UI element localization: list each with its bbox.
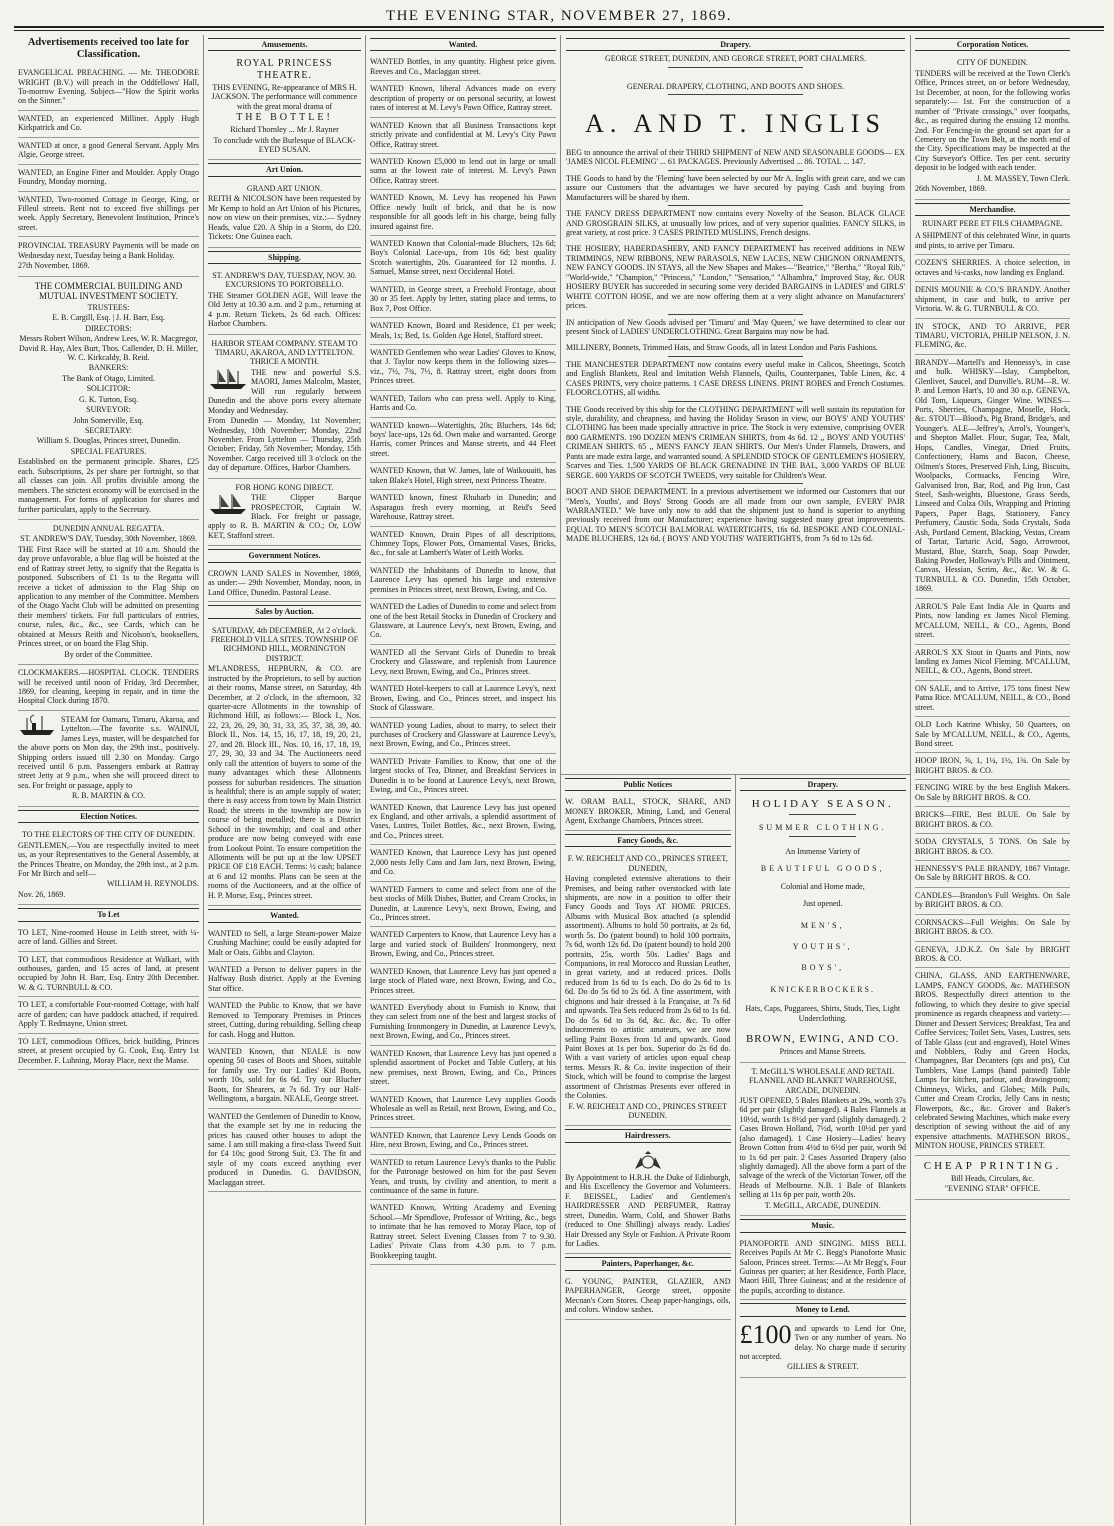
wanted-ad: WANTED known, finest Rhubarb in Dunedin; and Asparagus fresh every morning, at Reid's Seed Warehouse, Rattray street.: [370, 490, 556, 526]
wanted-ad: WANTED the Ladies of Dunedin to come and select from one of the best Retail Stocks in Dunedin of Crockery and Glassware, at Laurence Levy's, next Brown, Ewing, and Co.: [370, 599, 556, 645]
reichelt-signoff: F. W. REICHELT AND CO., PRINCES STREET DUNEDIN.: [568, 1101, 727, 1120]
wanted-ad: WANTED known—Watertights, 20s; Bluchers, 14s 6d; boys' lace-ups, 12s 6d. Own make and warranted. George Harris, corner Princes and Manse streets, and 44 Fleet street.: [370, 418, 556, 464]
ad-princess-theatre: [208, 54, 361, 160]
beautiful-goods: BEAUTIFUL GOODS,: [760, 864, 885, 874]
ad-to-let-house: TO LET, Nine-roomed House in Leith street, with ¼-acre of land. Gillies and Street.: [18, 925, 199, 952]
inglis-address: GEORGE STREET, DUNEDIN, AND GEORGE STREET, PORT CHALMERS.: [604, 54, 867, 64]
inglis-firm-name: A. AND T. INGLIS: [585, 109, 886, 139]
divider: [668, 240, 804, 241]
bankers-heading: BANKERS:: [88, 363, 129, 373]
merchandise-ad: ON SALE, and to Arrive, 175 tons finest New Patna Rice. M'CALLUM, NEILL, & CO., Bond street.: [915, 681, 1070, 717]
amusements-heading: Amusements.: [208, 38, 361, 51]
election-date: Nov. 26, 1869.: [18, 889, 66, 899]
ad-maori: [208, 335, 361, 479]
election-title: TO THE ELECTORS OF THE CITY OF DUNEDIN.: [22, 830, 195, 840]
royal-arms-icon: [631, 1151, 665, 1171]
public-notices-heading: Public Notices: [565, 778, 731, 791]
merchandise-ad: SODA CRYSTALS, 5 TONS. On Sale by BRIGHT BROS. & CO.: [915, 834, 1070, 861]
wanted-ad: WANTED Private Families to Know, that one of the largest stocks of Tea, Dinner, and Breakfast Services in Dunedin is to be found at Laurence Levy's, next Brown, Ewing, and Co., Princes street.: [370, 754, 556, 800]
wanted-ad: WANTED Known, that Laurence Levy supplies Goods Wholesale as well as Retail, next Brown, Ewing, and Co., Princes street.: [370, 1092, 556, 1128]
wanted-ad: WANTED Known, that Laurence Levy has just opened a splendid assortment of Pocket and Table Cutlery, at his new premises, next Brown, Ewing, and Co., Princes street.: [370, 1046, 556, 1092]
drapery-heading: Drapery.: [566, 38, 905, 51]
theatre-body: THIS EVENING, Re-appearance of MRS H. JACKSON. The performance will commence with the great moral drama of: [211, 83, 358, 111]
holiday-title: HOLIDAY SEASON.: [751, 798, 894, 811]
hairdressers-heading: Hairdressers.: [565, 1129, 731, 1142]
ad-building-society: [18, 277, 199, 520]
wanted-ad: WANTED Known, that Laurence Levy has just opened ex England, and other arrivals, a splendid assortment of Vases, Lustres, Toilet Bottles, &c., next Brown, Ewing, and Co., Princes street.: [370, 800, 556, 846]
directors-heading: DIRECTORS:: [85, 323, 132, 333]
merchandise-list: [915, 228, 1070, 1155]
inglis-fancy-dress: THE FANCY DRESS DEPARTMENT now contains every Novelty of the Season. BLACK GLACE AND GROSGRAIN SILKS, at unusually low prices, and of very superior qualities. FANCY SILKS, in great variety, at cost price. 3 CASES PRINTED MUSLINS, French designs.: [566, 209, 905, 238]
art-union-body: REITH & NICOLSON have been requested by Mr Kemp to hold an Art Union of his Pictures, now on view on their premises, viz.:— Sydney Heads, value £20. A Ship in a Storm, do £20. Tickets: One Guinea each.: [208, 194, 361, 242]
wanted-ad: WANTED Everybody about to Furnish to Know, that they can select from one of the best and largest stocks of Furnishing Ironmongery in Dunedin, at Laurence Levy's, next Brown, Ewing, and Co., Princes street.: [370, 1000, 556, 1046]
ad-preaching: EVANGELICAL PREACHING. — Mr. THEODORE WRIGHT (B.V.) will preach in the Oddfellows' Hall, To-morrow Evening. Subject—"How the Spirit works on the Sinner.": [18, 65, 199, 111]
wanted-ad: WANTED, in George street, a Freehold Frontage, about 30 or 35 feet. Apply by letter, stating place and terms, to Box 7, Post Office.: [370, 282, 556, 318]
ad-young-painter: G. YOUNG, PAINTER, GLAZIER, AND PAPERHANGER, George street, opposite Mecnan's Corn Stores. Cheap paper-hangings, oils, and colors. Window sashes.: [565, 1274, 731, 1320]
surveyor: John Somerville, Esq.: [73, 415, 144, 425]
inglis-goods: THE Goods to hand by the 'Fleming' have been selected by our Mr A. Inglis with great care, and we can assure our Customers that the advantages we have secured by paying Cash and buying from Manufacturers will be shared by them.: [566, 173, 905, 202]
clipper-ship-icon: [208, 493, 248, 515]
brown-ewing-address: Princes and Manse Streets.: [779, 1047, 866, 1057]
merchandise-ad: DENIS MOUNIE & CO.'S BRANDY. Another shipment, in case and bulk, to arrive per Victoria. W. & G. TURNBULL & CO.: [915, 282, 1070, 318]
colonial-made: Colonial and Home made,: [780, 881, 865, 891]
wanted-ad: WANTED Known, Board and Residence, £1 per week; Meals, 1s; Bed, 1s. Golden Age Hotel, Stafford street.: [370, 318, 556, 345]
wanted-ad: WANTED the Inhabitants of Dunedin to know, that Laurence Levy has opened his large and extensive premises in Princes street, next Brown, Ewing, and Co.: [370, 563, 556, 599]
auction-body: M'LANDRESS, HEPBURN, & CO. are instructed by the Proprietors, to sell by auction at their rooms, Manse street, on Saturday, 4th December, at 2 o'clock, in the afternoon, 32 quarter-acre Allotments in the township of Richmond Hill, as follows:— Block I., Nos. 22, 23, 26, 29, 30, 31, 33, 35, 37, 38, 39, 40. Block II., Nos. 14, 15, 16, 17, 18, 19, 20, 21, 27, and 28. Block III., Nos. 10, 16, 17, 18, 19, 27, 29, 30, 33 and 34. The Auctioneers need only call the attention of buyers to some of the many advantages which these Allotments possess for suburban residences. The situation is healthful; there is an ample supply of water; there is easy access from town by Main District Road; the streets in the township are now in course of being metalled; there is a District School in the township; and coal and other produce are now being conveyed with ease from Lookout Point. To ensure competition the Allotments will be put up at the low UPSET PRICE OF £18 EACH. Terms: ½ cash; balance at 6 and 12 months. Plans can be seen at the rooms of the Auctioneers, and at the office of H. P. Morse, Esq., Princes street.: [208, 664, 361, 900]
column-4: [561, 775, 736, 1525]
merchandise-ad: OLD Loch Katrine Whisky, 50 Quarters, on Sale by M'CALLUM, NEILL, & CO., Agents, Bond street.: [915, 717, 1070, 753]
ad-cottage: WANTED, Two-roomed Cottage in George, King, or Filleul streets. Rent not to exceed five shillings per week. Apply Secretary, Benevolent Institution, Prince's street.: [18, 192, 199, 238]
ad-hospital-clock: CLOCKMAKERS.—HOSPITAL CLOCK. TENDERS will be received until noon of Friday, 3rd December, 1869, for cleaning, keeping in repair, and in time the Hospital Clock during 1870.: [18, 665, 199, 711]
mcgill-signoff: T. McGILL, ARCADE, DUNEDIN.: [764, 1200, 881, 1210]
regatta-title: DUNEDIN ANNUAL REGATTA.: [52, 523, 165, 533]
theatre-title: ROYAL PRINCESS THEATRE.: [236, 58, 333, 82]
auction-title: SATURDAY, 4th DECEMBER, At 2 o'clock. FREEHOLD VILLA SITES. TOWNSHIP OF RICHMOND HILL, MORNINGTON DISTRICT.: [210, 625, 359, 663]
auction-heading: Sales by Auction.: [208, 605, 361, 618]
inglis-boots: BOOT AND SHOE DEPARTMENT. In a previous advertisement we informed our Customers that our "Men's, Youths', and Boys' Strong Goods are all made from our own sample, EVERY PAIR WARRANTED." We have only now to add that the shipment just to hand is superior to anything previously received from our Manufacturer; experience having suggested many great improvements. EQUAL TO MEN'S SCOTCH BALMORAL WATERTIGHTS, 16s 6d. BESPOKE AND COLONIAL-MADE BLUCHERS, 12s 6d. ( BOYS' AND YOUTHS' WATERTIGHTS, from 7s 6d to 12s 6d.: [566, 487, 905, 544]
theatre-play: THE BOTTLE!: [236, 112, 333, 124]
column-1: [14, 35, 204, 1525]
ad-miss-bell: PIANOFORTE AND SINGING. MISS BELL Receives Pupils At Mr C. Begg's Pianoforte Music Saloon, Princes street. Terms:—At Mr Begg's, Four Guineas per quarter; at her Residence, Forth Place, Maori Hill, Three Guineas; and at the residence of the pupils, according to distance.: [740, 1236, 907, 1301]
divider: [668, 170, 804, 171]
divider: [668, 205, 804, 206]
golden-age-title: ST. ANDREW'S DAY, TUESDAY, NOV. 30. EXCURSIONS TO PORTOBELLO.: [212, 270, 357, 290]
merchandise-ad: IN STOCK, AND TO ARRIVE, PER TIMARU, VICTORIA, PHILIP NELSON, J. N. FLEMING, &c.: [915, 319, 1070, 355]
merchandise-ad: BRANDY—Martell's and Hennessy's, in case and bulk. WHISKY—Islay, Campbelton, Glenlivet, Saucel, and Dunville's. RUM—R. W. P. and Lemon Hart's, 10 and 30 o.p. GENEVA, Old Tom, Liqueurs, Ginger Wine. WINES—Ports, Sherries, Champagne, Moselle, Hock, &c. STOUT—Blood's, Pig Brand, Bridge's, and Younger's. ALE—Jeffrey's, Arrol's, Younger's, and Shepton Mallet. Flour, Sugar, Tea, Malt, Hops, Candles, Vinegar, Dried Fruits, Confectionery, Hams and Bacon, Cheese, Oilmen's Stores, Preserved Fish, Ling, Biscuits, Woolpacks, Cornsacks, Fencing Wire, Galvanised Iron, Bar, Rod, and Pig Iron, Cast Steel, Sash-weights, Bluestone, Grass Seeds, Linseed and Colza Oils, Wrapping and Printing Papers, Paper Bags, Stationery, Fancy Perfumery, Caustic Soda, Soda Crystals, Soda Ash, Portland Cement, Blacking, Vestas, Cream of Tartar, Tartaric Acid, Sago, Arrowroot, Mustard, Blue, Starch, Soap, Soap Powder, Baking Powder, Holloway's Pills and Ointment, Canvas, Hessian, Scrim, &c., &c. W. & G. TURNBULL & CO. Dunedin, 15th October, 1869.: [915, 355, 1070, 599]
merchandise-ad: HOOP IRON, ⅝, 1, 1¼, 1½, 1¾. On Sale by BRIGHT BROS. & CO.: [915, 753, 1070, 780]
mcgill-title: T. McGILL'S WHOLESALE AND RETAIL FLANNEL AND BLANKET WAREHOUSE, ARCADE, DUNEDIN.: [749, 1066, 897, 1095]
ad-to-let-cottage: TO LET, a comfortable Four-roomed Cottage, with half acre of garden; can have paddock attached, if required. Apply T. Redmayne, Union street.: [18, 997, 199, 1033]
masthead: THE EVENING STAR, NOVEMBER 27, 1869.: [14, 4, 1104, 28]
merchandise-ad: COZEN'S SHERRIES. A choice selection, in octaves and ¼-casks, now landing ex England.: [915, 255, 1070, 282]
printing-office: "EVENING STAR" OFFICE.: [944, 1184, 1041, 1194]
theatre-cast: Richard Thornley ... Mr J. Rayner: [230, 125, 339, 135]
ad-mcgill: [740, 1063, 907, 1217]
music-heading: Music.: [740, 1219, 907, 1232]
merchandise-ad: FENCING WIRE by the best English Makers. On Sale by BRIGHT BROS. & CO.: [915, 780, 1070, 807]
column-3: [366, 35, 561, 1525]
trustees-heading: TRUSTEES:: [87, 302, 130, 312]
ad-inglis-drapery: [561, 35, 910, 775]
election-signature: WILLIAM H. REYNOLDS.: [107, 879, 199, 889]
secretary-heading: SECRETARY:: [84, 426, 133, 436]
directors: Messrs Robert Wilson, Andrew Lees, W. R. Macgregor, David R. Hay, Alex Burt, Thos. Callender, D. H. Miller, W. C. Kirkcaldy, B. Reid.: [19, 334, 198, 362]
wanted-ad: WANTED Farmers to come and select from one of the best stocks of Milk Dishes, Butter, and Cream Crocks, in Dunedin, at Laurence Levy's, next Brown, Ewing, and Co., Princes street.: [370, 882, 556, 928]
wanted-ad: WANTED Known, that Laurence Levy has just opened 2,000 nests Jelly Cans and Jam Jars, next Brown, Ewing, and Co.: [370, 845, 556, 881]
wanted-heading-3: Wanted.: [370, 38, 556, 51]
wanted-list: [370, 54, 556, 1265]
steamer-agent: R. B. MARTIN & CO.: [71, 791, 146, 801]
wanted-heading-2: Wanted.: [208, 909, 361, 922]
steamship-icon: [18, 714, 58, 736]
merchandise-ad: GENEVA, J.D.K.Z. On Sale by BRIGHT BROS. & CO.: [915, 942, 1070, 969]
wanted-ad: WANTED Known, liberal Advances made on every description of property or on personal security, at lowest rates of interest at M. Levy's Pawn Office, Rattray street.: [370, 81, 556, 117]
hong-kong-title: FOR HONG KONG DIRECT.: [235, 482, 334, 492]
money-body: and upwards to Lend for One, Two or any number of years. No delay. No charge made if security not accepted.: [739, 1323, 906, 1361]
divider: [789, 836, 856, 837]
divider: [668, 356, 804, 357]
ad-to-let-offices: TO LET, commodious Offices, brick building, Princes street, at present occupied by G. Cook, Esq. Entry 1st December. F. Luhning, Moray Place, next the Manse.: [18, 1034, 199, 1070]
column-6: [911, 35, 1074, 1525]
ad-art-union: [208, 180, 361, 248]
inglis-underclothing: IN anticipation of New Goods advised per 'Timaru' and 'May Queen,' we have determined to clear our present Stock of LADIES' UNDERCLOTHING. Great Bargains may now be had.: [566, 317, 905, 336]
wanted-ad: WANTED Hotel-keepers to call at Laurence Levy's, next Brown, Ewing, and Co., Princes street, and inspect his Stock of Glassware.: [370, 681, 556, 717]
ad-oram-ball: W. ORAM BALL, STOCK, SHARE, AND MONEY BROKER, Mining, Land, and General Agent, Exchange Chambers, Princes street.: [565, 794, 731, 830]
wanted-ad: WANTED to return Laurence Levy's thanks to the Public for the Patronage bestowed on him for the past Seven Years, and trusts, by civility and attention, to merit a continuance of the same in future.: [370, 1155, 556, 1201]
merchandise-heading: Merchandise.: [915, 203, 1070, 216]
shipping-heading: Shipping.: [208, 251, 361, 264]
merchandise-ad: CORNSACKS—Full Weights. On Sale by BRIGHT BROS. & CO.: [915, 915, 1070, 942]
society-title: THE COMMERCIAL BUILDING AND MUTUAL INVESTMENT SOCIETY.: [34, 280, 183, 302]
wanted-ad: WANTED, Tailors who can press well. Apply to King, Harris and Co.: [370, 391, 556, 418]
merchandise-ad: ARROL'S Pale East India Ale in Quarts and Pints, now landing ex James Nicol Fleming. M'CALLUM, NEILL, & CO., Agents, Bond street.: [915, 599, 1070, 645]
ad-engine-fitter: WANTED, an Engine Fitter and Moulder. Apply Otago Foundry, Monday morning.: [18, 165, 199, 192]
money-amount: £100: [739, 1319, 792, 1349]
tender-date: 26th November, 1869.: [915, 184, 987, 194]
printing-sub: Bill Heads, Circulars, &c.: [950, 1173, 1035, 1183]
town-clerk: J. M. MASSEY, Town Clerk.: [976, 173, 1070, 183]
city-title: CITY OF DUNEDIN.: [956, 58, 1029, 68]
golden-age-body: THE Steamer GOLDEN AGE, Will leave the Old Jetty at 10.30 a.m. and 2 p.m., returning at 4 p.m. Return Tickets, 2s 6d each. Offices: Harbor Chambers.: [208, 290, 361, 329]
ad-beissel: [565, 1146, 731, 1255]
wanted-ad: WANTED Known that Colonial-made Bluchers, 12s 6d; Boy's Colonial Lace-ups, from 10s 6d; best quality Scotch watertights, 20s. Guaranteed for 12 months. J. Samuel, Manse street, next Occidental Hotel.: [370, 236, 556, 282]
ad-city-tenders: [915, 54, 1070, 199]
inglis-clothing: THE Goods received by this ship for the CLOTHING DEPARTMENT will well sustain its reputation for style, durability, and cheapness, and having the Holiday Season in view, our BOYS' AND YOUTHS' CLOTHING has been made specially attractive in price. The Stock is very extensive, comprising OVER 800 GARMENTS. 190 DOZEN MEN'S CRIMEAN SHIRTS, from 4s 6d. 12 ,, BOYS' AND YOUTHS' CRIMEAN SHIRTS. 65 ,, MEN'S FANCY JEAN SHIRTS. Our Men's Under Flannels, Drawers, and Pants are made extra large, and warranted sound. A SPLENDID STOCK OF GENTLEMEN'S HOSIERY, Scarves and Ties. 1,500 YARDS OF BLACK GRENADINE IN THE BAL, 3,000 YARDS OF BLUE SERGE. 600 YARDS OF SCOTCH TWEEDS, very suitable for Children's Wear.: [566, 404, 905, 480]
secretary: William S. Douglas, Princes street, Dunedin.: [36, 436, 181, 446]
merchandise-ad: A SHIPMENT of this celebrated Wine, in quarts and pints, to arrive per Timaru.: [915, 228, 1070, 255]
ad-hong-kong: [208, 479, 361, 547]
ad-money-to-lend: [740, 1320, 907, 1378]
columns: [14, 35, 1104, 1525]
ad-reichelt: [565, 850, 731, 1126]
column-5: [736, 775, 911, 1525]
merchandise-ad: BRICKS—FIRE, Best BLUE. On Sale by BRIGHT BROS. & CO.: [915, 807, 1070, 834]
corporation-heading: Corporation Notices.: [915, 38, 1070, 51]
hats-caps: Hats, Caps, Puggarees, Shirts, Studs, Ties, Light Underclothing.: [745, 1004, 901, 1023]
ad-to-let-residence: TO LET, that commodious Residence at Walkari, with outhouses, garden, and 15 acres of land, at present occupied by John H. Barr, Esq. Entry 20th December. W. & G. TURNBULL & CO.: [18, 952, 199, 998]
trustees: E. B. Cargill, Esq. | J. H. Barr, Esq.: [52, 313, 165, 323]
lower-columns: [561, 775, 910, 1525]
merchandise-ad: CHINA, GLASS, AND EARTHENWARE, LAMPS, FANCY GOODS, &c. MATHESON BROS. Respectfully direct attention to the following, to which they desire to give special prominence as regards cheapness and variety:— Dinner and Dessert Services; Breakfast, Tea and Coffee Services; Toilet Sets, Vases, Lustres, sets of Table Glass (cut and engraved), Hotel Wines and Nobblers, Ruby and Green Hocks, Champagnes, Bar Decanters (qts and pts), Cut Tumblers, Vase Lamps (hand painted) Table Lamps for kitchen, parlour, and drawingroom; Chimneys, Wicks, and Globes; Milk Pails, Cutter and Cream Crocks, Jelly Cans in nests; Flowerpots, &c., &c. Grover and Baker's celebrated Sewing Machines, which make every description of sewing without the aid of any expensive attachments. MATHESON BROS., MINTON HOUSE, PRINCES STREET.: [915, 968, 1070, 1155]
inglis-hosiery: THE HOSIERY, HABERDASHERY, AND FANCY DEPARTMENT has received additions in NEW TRIMMINGS, NEW RIBBONS, NEW PARASOLS, NEW LACES, NEW CHIGNON ORNAMENTS, NEW FANCY GOODS. IN STAYS, all the New Shapes and Makes—"Beatrice," "Bertha," "Royal Rib," "World-wide," "Champion," "Princess," "London," "Sensation," "Alhambra," Improved Stay, &c. OUR HOSIERY BUYER has succeeded in securing some very decided BARGAINS in LADIES' and GIRLS' WHITE COTTON HOSE, and we are now offering them at a very slight advance on Manufacturers' prices.: [566, 244, 905, 311]
mens: MEN'S,: [800, 920, 845, 930]
late-ads-title: Advertisements received too late for Classification.: [27, 37, 190, 61]
sailing-ship-icon: [208, 368, 248, 390]
merchandise-ad: HENNESSY'S PALE BRANDY, 1867 Vintage. On Sale by BRIGHT BROS. & CO.: [915, 861, 1070, 888]
ad-brown-ewing: [740, 794, 907, 1062]
wanted-ad: WANTED Known £5,000 to lend out in large or small sums at the lowest rate of interest. M. Levy's Pawn Office, Rattray street.: [370, 154, 556, 190]
printing-title: CHEAP PRINTING.: [923, 1159, 1062, 1172]
wanted-ad: WANTED Bottles, in any quantity. Highest price given. Reeves and Co., Maclaggan street.: [370, 54, 556, 81]
government-heading: Government Notices.: [208, 549, 361, 562]
treasury-text: PROVINCIAL TREASURY Payments will be made on Wednesday next, Tuesday being a Bank Holiday.: [18, 241, 199, 260]
ruinart-title: RUINART PERE ET FILS CHAMPAGNE.: [922, 219, 1063, 228]
wanted-ad: WANTED all the Servant Girls of Dunedin to break Crockery and Glassware, and replenish from Laurence Levy, next Brown, Ewing, and Co., Princes street.: [370, 645, 556, 681]
maori-schedule: From Dunedin — Monday, 1st November; Wednesday, 10th November; Monday, 22nd November. From Lyttelton — Thursday, 25th October; Friday, 5th November; Monday, 15th November. Cargo received till 3 o'clock on the day of departure. Offices, Harbor Chambers.: [208, 416, 361, 473]
wanted-ad: WANTED Carpenters to Know, that Laurence Levy has a large and varied stock of Builders' Ironmongery, next Brown, Ewing, and Co., Princes street.: [370, 927, 556, 963]
divider: [668, 339, 804, 340]
regatta-date: ST. ANDREW'S DAY, Tuesday, 30th November, 1869.: [20, 534, 197, 544]
ad-treasury: [18, 237, 199, 276]
to-let-heading: To Let: [18, 908, 199, 921]
wanted-ad: WANTED Known, Drain Pipes of all descriptions, Chimney Tops, Flower Pots, Ornamental Vases, Bricks, &c., for sale at Lambert's Water of Leith Works.: [370, 527, 556, 563]
painters-heading: Painters, Paperhanger, &c.: [565, 1257, 731, 1270]
tender-body: TENDERS will be received at the Town Clerk's Office, Princes street, on or before Wednesday, 1st December, at noon, for the following works separately:— 1st. For the construction of a number of "Private crossings," over footpaths, &c., as required during the ensuing 12 months. 2nd. For Fencing-in the ground set apart for a Cemetery on the Town Belt, at the north end of the City. Specifications may be inspected at the City Surveyor's Office. Ten per cent. security deposit to be lodged with each tender.: [915, 68, 1070, 173]
ad-richmond-hill: [208, 622, 361, 907]
bankers: The Bank of Otago, Limited.: [62, 373, 155, 383]
inglis-manchester: THE MANCHESTER DEPARTMENT now contains every useful make in Calicos, Sheetings, Scotch and English Blankets, Real and Imitation Welsh Flannels, Quilts, Counterpanes, Table Linen, &c. 4 CASES PRINTS, very choice patterns. 1 CASE DRESS LINENS. PRINT ROBES and French Costumes. FLOORCLOTHS, all widths.: [566, 359, 905, 398]
fancy-goods-heading: Fancy Goods, &c.: [565, 834, 731, 847]
art-union-heading: Art Union.: [208, 163, 361, 176]
election-heading: Election Notices.: [18, 810, 199, 823]
wanted-ad: WANTED Known that all Business Transactions kept strictly private and confidential at M. Levy's City Pawn Office, Rattray street.: [370, 118, 556, 154]
wanted-ad: WANTED Known, that W. James, late of Waikouaiti, has taken Blake's Hotel, High street, next Princess Theatre.: [370, 463, 556, 490]
maori-title: HARBOR STEAM COMPANY. STEAM TO TIMARU, AKAROA, AND LYTTELTON. THRICE A MONTH.: [211, 338, 358, 367]
steamer-body: STEAM for Oamaru, Timaru, Akaroa, and Lyttelton.—The favorite s.s. WAINUI, James Leys, master, will be despatched for the above ports on Mon day, the 29th inst., positively. Shipping orders issued till 2.30 on Monday. Cargo received until 6 p.m. Passengers embark at Rattray street Jetty at 9 p.m., when she will proceed direct to sea. For freight or passage, apply to: [18, 714, 199, 790]
ad-milliner: WANTED, an experienced Milliner. Apply Hugh Kirkpatrick and Co.: [18, 111, 199, 138]
solicitor-heading: SOLICITOR:: [86, 384, 131, 394]
maori-body: THE new and powerful S.S. MAORI, James Malcolm, Master, Will run regularly between Dunedin and the above ports every alternate Monday and Wednesday.: [208, 367, 361, 415]
ad-servant: WANTED at once, a good General Servant. Apply Mrs Algie, George street.: [18, 138, 199, 165]
divider: [668, 401, 804, 402]
boys: BOYS',: [801, 963, 845, 973]
solicitor: G. K. Turton, Esq.: [79, 394, 138, 404]
ad-crown-land: CROWN LAND SALES in November, 1869, as under:— 29th November, Monday, noon, in Land Office, Dunedin. Pastoral Lease.: [208, 566, 361, 602]
column-2: [204, 35, 366, 1525]
wanted-ad: WANTED Known, M. Levy has reopened his Pawn Office newly built of brick, and that he is now responsible for all goods left in his charge, being fully insured against fire.: [370, 190, 556, 236]
divider: [668, 94, 804, 95]
ad-neale-boots: WANTED Known, that NEALE is now opening 50 cases of Boots and Shoes, suitable for family use. Try our Ladies' Kid Boots, worth 10s, sold for 6s 6d. Try our Blucher Boots, for Shearers, at 7s 6d. Try our Half-Wellingtons, a bargain. NEALE, George street.: [208, 1044, 361, 1109]
inglis-subtitle: GENERAL DRAPERY, CLOTHING, AND BOOTS AND SHOES.: [626, 81, 845, 91]
immense-variety: An Immense Variety of: [785, 846, 861, 856]
mcgill-body: JUST OPENED, 5 Bales Blankets at 29s, worth 37s 6d per pair (slightly damaged). 4 Bales Flannels at 10½d, worth 1s 8½d per yard (slightly damaged). 2 Cases Brown Holland, 7½d, worth 10½d per yard (also damaged). 1 Case Hosiery—Ladies' heavy Brown Cotton from 4½d to 6½d per pair, worth 9d to 1s 6d per pair. 2 Cases Assorted Drapery (also slightly damaged). All the above form a part of the salvage of the wreck of the Victorian Tower, off the Heads of Melbourne. N.B. 1 Bale of Blankets selling at 11s 6p per pair, worth 20s.: [739, 1095, 906, 1200]
ad-hogg-hutton: WANTED the Public to Know, that we have Removed to Temporary Premises in Princes street, Cutting, during rebuilding. Selling cheap for cash. Hogg and Hutton.: [208, 998, 361, 1044]
theatre-burlesque: To conclude with the Burlesque of BLACK-EYED SUSAN.: [213, 135, 356, 155]
money-signoff: GILLIES & STREET.: [787, 1362, 859, 1372]
ad-cheap-printing: [915, 1156, 1070, 1200]
wanted-ad: WANTED Known, that Laurence Levy Lends Goods on Hire, next Brown, Ewing, and Co., Princes street.: [370, 1128, 556, 1155]
ad-davidson: WANTED the Gentlemen of Dunedin to Know, that the example set by me in reducing the prices has caused other houses to adopt the same. I am still making a first-class Tweed Suit for £4 10s; good Strong Suit, £3. The fit and style of my coats exceed anything ever produced in Dunedin. G. DAVIDSON, Maclaggan street.: [208, 1109, 361, 1193]
column-4-5: [561, 35, 911, 1525]
summer-clothing: SUMMER CLOTHING.: [758, 823, 887, 833]
divider: [668, 483, 804, 484]
wanted-ad: WANTED Known, Writing Academy and Evening School.—Mr Spendlove, Professor of Writing, &c., begs to intimate that he has removed to Moray Place, top of Rattray street. Select Evening Classes from 7 to 9.30. Ladies' Private Class from 4.30 p.m. to 7 p.m. Bookkeeping taught.: [370, 1200, 556, 1265]
hong-kong-body: THE Clipper Barque PROSPECTOR, Captain W. Black. For freight or passage, apply to R. B. MARTIN & CO.; Or, LOW KET, Stafford street.: [208, 493, 361, 540]
reichelt-body: Having completed extensive alterations to their Premises, and being rather overstocked with late shipments, are now in a position to offer their Fancy Goods and Toys AT HOME PRICES. Albums with Musical Box attached (a splendid assortment). Albums to hold 50 portraits, at 2s 6d, worth 5s. Do (patent bound) to hold 100 portraits, 7s 6d, worth 12s 6d. Do (patent bound) to hold 200 portraits, 25s, worth 50s. Ladies' Bags and Companions, in real Morocco and Russian Leather, in great variety, and at reduced prices. Dolls reduced from 1s 6d to 1s each. Do do 2s 6d to 1s 6d. Do do 5s 6d to 2s 6d. A fine assortment, with chignons and hair dressed à la Française, at 7s 6d and upwards. Tea Sets reduced from 2s 6d to 1s 6d. Do do 5s 6d to 3s 6d, &c. &c. &c. To offer inducements to artistic amateurs, we are now selling Paint Boxes from 1d and upwards. Good Paint Boxes at 1s per box. Superior do 2s 6d do. With a vast variety of articles upon equal cheap terms. Messrs R. & Co. invite inspection of their Stock, which will be found to comprise the largest assortment of Christmas Presents ever offered in the Colonies.: [565, 874, 731, 1101]
treasury-date: 27th November, 1869.: [18, 261, 90, 271]
ad-golden-age: [208, 267, 361, 335]
ad-maize-crusher: WANTED to Sell, a large Steam-power Maize Crushing Machine; could be easily adapted for Malt or Oats. Gibbs and Clayton.: [208, 926, 361, 962]
wanted-ad: WANTED Gentlemen who wear Ladies' Gloves to Know, that J. Taylor now keeps them in the following sizes—viz., 7½, 7¾, 7½, 8. Rattray street, eight doors from Princes street.: [370, 345, 556, 391]
special-heading: SPECIAL FEATURES.: [70, 446, 147, 456]
surveyor-heading: SURVEYOR:: [86, 405, 131, 415]
ad-paper-delivery: WANTED a Person to deliver papers in the Halfway Bush district. Apply at the Evening Star office.: [208, 962, 361, 998]
wanted-ad: WANTED Known, that Laurence Levy has just opened a large stock of Plated ware, next Brown, Ewing, and Co., Princes street.: [370, 964, 556, 1000]
merchandise-ad: ARROL'S XX Stout in Quarts and Pints, now landing ex James Nicol Fleming. M'CALLUM, NEILL, & CO., Agents, Bond street.: [915, 645, 1070, 681]
regatta-body: THE First Race will be started at 10 a.m. Should the day prove unfavorable, a blue flag will be hoisted at the end of Rattray street Jetty, to signify that the Regatta is postponed. Subscribers of £1 1s to the Regatta will receive a ticket of admission to the Flag Ship on application to any member of the Committee. Members of the Otago Yacht Club will be admitted on presenting their members' tickets. For full particulars of entries, course, rules, &c., &c., see Cards, which can be obtained at Messrs Reith and Nicolson's, booksellers, Princes street, or on board the Flag Ship.: [18, 544, 199, 649]
reichelt-title: F. W. REICHELT AND CO., PRINCES STREET, DUNEDIN,: [567, 854, 728, 873]
ad-regatta: [18, 520, 199, 665]
divider: [789, 814, 856, 815]
art-union-title: GRAND ART UNION.: [246, 183, 323, 193]
drapery-heading-2: Drapery.: [740, 778, 907, 791]
special-features: Established on the permanent principle. Shares, £25 each. Subscriptions, 2s per share per fortnight, so that all classes can join. All profits divisible among the members. The strictest economy will be exercised in the management. For forms of application for shares and further particulars, apply to the Secretary.: [18, 457, 199, 514]
knickerbockers: KNICKERBOCKERS.: [770, 984, 875, 994]
inglis-shipment: BEG to announce the arrival of their THIRD SHIPMENT of NEW AND SEASONABLE GOODS— EX 'JAMES NICOL FLEMING' ... 61 PACKAGES. Previously Advertised ... 86. TOTAL ... 147.: [566, 147, 905, 167]
masthead-rule: [14, 29, 1104, 31]
merchandise-ad: CANDLES—Brandon's Full Weights. On Sale by BRIGHT BROS. & CO.: [915, 888, 1070, 915]
just-opened: Just opened.: [802, 899, 843, 909]
youths: YOUTHS',: [792, 942, 853, 952]
regatta-signoff: By order of the Committee.: [64, 649, 153, 659]
beissel-body: By Appointment to H.R.H. the Duke of Edinburgh, and His Excellency the Governor and Volunteers. F. BEISSEL, Ladies' and Gentlemen's HAIRDRESSER AND PERFUMER, Rattray street, Dunedin. Warm, Cold, and Shower Baths (reduced to One Shilling) always ready. Ladies' Hair Dressed any Style or Fashion. A Private Room for Ladies.: [565, 1172, 731, 1248]
ad-election: [18, 826, 199, 905]
ad-steamer-wainui: [18, 711, 199, 807]
brown-ewing-name: BROWN, EWING, AND CO.: [745, 1033, 900, 1046]
money-heading: Money to Lend.: [740, 1303, 907, 1316]
divider: [668, 67, 804, 68]
inglis-millinery: MILLINERY, Bonnets, Trimmed Hats, and Straw Goods, all in latest London and Paris Fashions.: [566, 343, 878, 353]
divider: [668, 314, 804, 315]
wanted-ad: WANTED young Ladies, about to marry, to select their purchases of Crockery and Glassware at Laurence Levy's, next Brown, Ewing, and Co., Princes street.: [370, 718, 556, 754]
election-body: GENTLEMEN,—You are respectfully invited to meet us, as your Representatives to the General Assembly, at the Princes Theatre, on Monday, the 29th inst., at 2 p.m. For Mr Birch and self—: [18, 840, 199, 878]
